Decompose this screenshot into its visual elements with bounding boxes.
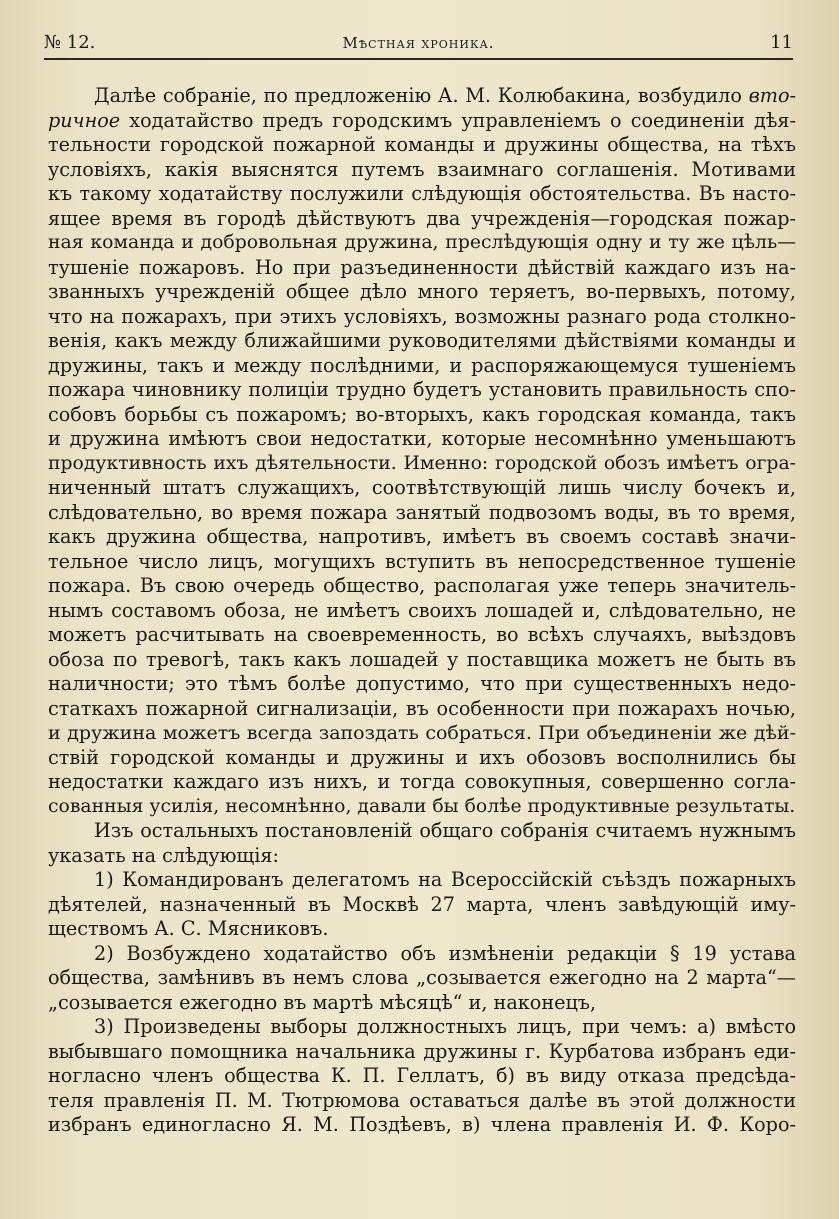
text-line [48, 256, 796, 281]
line-text: и дружина можетъ всегда запоздать собраться. При объединеніи же дѣй- [48, 722, 796, 744]
text-line [48, 501, 796, 526]
line-text: „созывается ежегодно въ мартѣ мѣсяцѣ“ и, наконецъ, [48, 990, 597, 1014]
line-text: условіяхъ, какія выяснятся путемъ взаимнаго соглашенія. Мотивами [48, 157, 796, 181]
line-text: общества, замѣнивъ въ немъ слова „созывается ежегодно на 2 марта“— [48, 966, 796, 989]
line-text: венія, какъ между ближайшими руководителями дѣйствіями команды и [48, 329, 796, 352]
text-line [48, 1040, 796, 1065]
text-line [48, 305, 796, 330]
text-line [48, 942, 796, 967]
line-text: слѣдовательно, во время пожара занятый подвозомъ воды, въ то время, [48, 500, 796, 524]
text-line [48, 280, 796, 305]
line-text: тельное число лицъ, могущихъ вступить въ непосредственное тушеніе [48, 549, 796, 573]
line-text: званныхъ учрежденій общее дѣло много теряетъ, во-первыхъ, потому, [48, 280, 796, 303]
text-line [48, 795, 796, 820]
text-line [48, 599, 796, 624]
text-line [48, 84, 796, 109]
text-line [48, 182, 796, 207]
text-line [48, 476, 796, 501]
line-text: ная команда и добровольная дружина, преслѣдующія одну и ту же цѣль— [48, 232, 796, 253]
text-line [48, 525, 796, 550]
text-line [48, 917, 796, 942]
page-number: 11 [770, 32, 793, 53]
line-text: что на пожарахъ, при этихъ условіяхъ, возможны разнаго рода столкно- [48, 304, 796, 328]
line-text: обоза по тревогѣ, такъ какъ лошадей у поставщика можетъ не быть въ [48, 647, 796, 671]
text-line [48, 1113, 796, 1138]
header-rule [44, 58, 793, 60]
text-line [48, 966, 796, 991]
line-text: продуктивность ихъ дѣятельности. Именно: городской обозъ имѣетъ огра- [48, 452, 796, 474]
line-text: нымъ составомъ обоза, не имѣетъ своихъ лошадей и, слѣдовательно, не [48, 598, 796, 622]
text-line [48, 574, 796, 599]
line-text: ществомъ А. С. Мясниковъ. [48, 917, 329, 940]
text-line [48, 868, 796, 893]
text-line [48, 1015, 796, 1040]
text-line [48, 1089, 796, 1114]
line-text: 3) Произведены выборы должностныхъ лицъ, при чемъ: а) вмѣсто [94, 1015, 796, 1038]
text-line [48, 746, 796, 771]
line-text: Далѣе собраніе, по предложенію А. М. Колюбакина, возбудило [94, 84, 749, 107]
text-line [48, 844, 796, 869]
line-text: тельности городской пожарной команды и дружины общества, на тѣхъ [48, 133, 796, 156]
line-text: ящее время въ городѣ дѣйствуютъ два учрежденія—городская пожар- [48, 206, 796, 230]
line-text: избранъ единогласно Я. М. Поздѣевъ, в) члена правленія И. Ф. Коро- [48, 1113, 796, 1136]
line-text: ствій городской команды и дружины и ихъ обозовъ восполнились бы [48, 745, 796, 769]
line-text: тушеніе пожаровъ. Но при разъединенности дѣйствій каждаго изъ на- [48, 255, 796, 279]
text-line [48, 378, 796, 403]
text-line [48, 991, 796, 1016]
line-text: ходатайство предъ городскимъ управленіемъ о соединеніи дѣя- [120, 108, 796, 132]
line-text: сованныя усилія, несомнѣнно, давали бы болѣе продуктивные результаты. [48, 795, 796, 817]
line-text: ниченный штатъ служащихъ, соотвѣтствующій лишь числу бочекъ и, [48, 476, 796, 499]
text-line [48, 1064, 796, 1089]
text-line [48, 354, 796, 379]
line-text: дружины, такъ и между послѣдними, и распоряжающемуся тушеніемъ [48, 353, 796, 377]
text-line [48, 648, 796, 673]
text-line [48, 672, 796, 697]
text-line [48, 403, 796, 428]
line-text: къ такому ходатайству послужили слѣдующія обстоятельства. Въ насто- [48, 182, 796, 205]
line-text: Изъ остальныхъ постановленій общаго собранія считаемъ нужнымъ [94, 819, 796, 842]
line-text: теля правленія П. М. Тютрюмова оставаться далѣе въ этой должности [48, 1088, 796, 1112]
text-line [48, 452, 796, 477]
text-line [48, 329, 796, 354]
line-text: какъ дружина общества, напротивъ, имѣетъ въ своемъ составѣ значи- [48, 525, 796, 548]
text-line [48, 721, 796, 746]
line-text: выбывшаго помощника начальника дружины г. Курбатова избранъ еди- [48, 1039, 796, 1063]
text-line [48, 427, 796, 452]
text-line [48, 623, 796, 648]
text-line [48, 158, 796, 183]
text-line [48, 697, 796, 722]
italic-text: вто- [748, 84, 796, 107]
text-line [48, 819, 796, 844]
text-line [48, 770, 796, 795]
text-line [48, 109, 796, 134]
line-text: указать на слѣдующія: [48, 843, 279, 867]
page-header [44, 32, 793, 60]
line-text: 2) Возбуждено ходатайство объ измѣненіи редакціи § 19 устава [94, 941, 796, 965]
line-text: пожара чиновнику полиціи трудно будетъ установить правильность спо- [48, 378, 796, 401]
line-text: недостатки каждаго изъ нихъ, и тогда совокупныя, совершенно согла- [48, 770, 796, 793]
line-text: можетъ расчитывать на своевременность, во всѣхъ случаяхъ, выѣздовъ [48, 623, 796, 646]
section-title: Мѣстная хроника. [342, 34, 495, 52]
line-text: пожара. Въ свою очередь общество, располагая уже теперь значитель- [48, 574, 796, 597]
line-text: собовъ борьбы съ пожаромъ; во-вторыхъ, какъ городская команда, такъ [48, 402, 796, 426]
text-line [48, 231, 796, 256]
text-line [48, 133, 796, 158]
italic-text: ричное [48, 108, 121, 132]
line-text: наличности; это тѣмъ болѣе допустимо, что при существенныхъ недо- [48, 672, 796, 695]
text-line [48, 893, 796, 918]
line-text: статкахъ пожарной сигнализаціи, въ особенности при пожарахъ ночью, [48, 696, 796, 720]
line-text: и дружина имѣютъ свои недостатки, которые несомнѣнно уменьшаютъ [48, 427, 796, 450]
text-line [48, 550, 796, 575]
text-line [48, 207, 796, 232]
issue-number: № 12. [44, 32, 96, 53]
line-text: дѣятелей, назначенный въ Москвѣ 27 марта, членъ завѣдующій иму- [48, 892, 796, 916]
line-text: 1) Командированъ делегатомъ на Всероссійскій съѣздъ пожарныхъ [94, 868, 796, 891]
article-body [48, 84, 796, 1138]
line-text: ногласно членъ общества К. П. Геллатъ, б) въ виду отказа предсѣда- [48, 1064, 796, 1087]
